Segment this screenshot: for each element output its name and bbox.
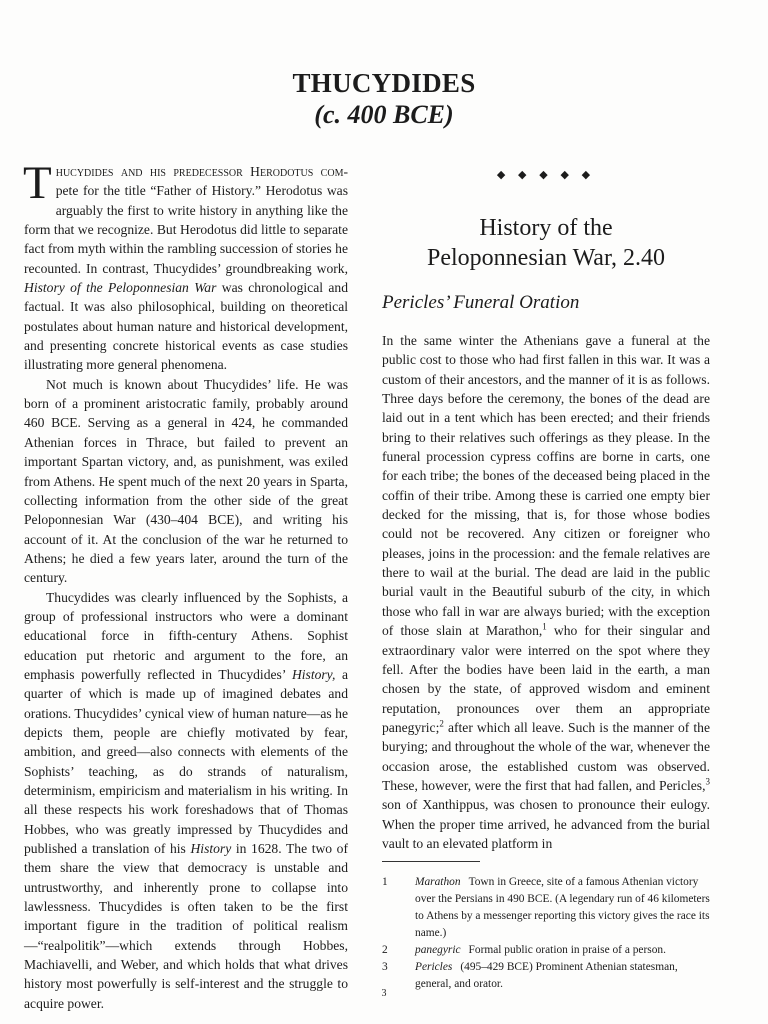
excerpt-title	[382, 213, 710, 273]
intro-paragraph-3	[24, 588, 348, 1014]
footnote-ref-1: 1	[542, 621, 547, 632]
drop-cap: T	[23, 157, 52, 209]
work-title-italic: History,	[291, 666, 336, 682]
oration-text	[382, 331, 710, 853]
oration-text-part: who for their singular and extraordinary valor were interred on the spot where they fell. After the bodies have been laid in the earth, a man chosen by the state, of approved wisdom and eminent reputation, pronounces over them an appropriate panegyric;	[382, 623, 710, 735]
intro-column	[23, 157, 349, 1013]
intro-paragraph-1	[23, 157, 349, 375]
footnote-ref-2: 2	[439, 718, 444, 729]
footnote-number: 3	[382, 961, 388, 974]
oration-text-part: after which all leave. Such is the manner of the burying; and throughout the whole of the war, whenever the occasion arose, the established custom was observed. These, however, were the first that had fallen, and Pericles,	[382, 719, 710, 793]
footnote-2	[382, 942, 710, 959]
excerpt-title-line-1: History of the	[479, 215, 613, 241]
footnote-text: Town in Greece, site of a famous Athenian victory over the Persians in 490 BCE. (A legendary run of 46 kilometers to Athens by a messenger reporting this victory gives the race its name.)	[415, 876, 710, 940]
excerpt-subtitle: Pericles’ Funeral Oration	[382, 292, 580, 313]
footnote-number: 1	[382, 876, 388, 889]
footnote-text: Formal public oration in praise of a person.	[468, 944, 666, 957]
work-title-italic: History of the Peloponnesian War	[24, 280, 217, 296]
footnote-term: Pericles	[415, 961, 453, 974]
intro-text: was chronological and factual. It was also philosophical, building on theoretical postulates about human nature and historical development, and presenting concrete historical events as case studies illustrating more general phenomena.	[24, 280, 349, 373]
footnote-1	[382, 874, 710, 942]
excerpt-column	[382, 162, 710, 993]
footnote-term: Marathon	[415, 876, 461, 889]
intro-text: in 1628. The two of them share the view that democracy is unstable and untrustworthy, and inherently prone to collapse into lawlessness. Thucydides is often taken to be the first important figure in the tradition of political realism—“realpolitik”—which extends through Hobbes, Machiavelli, and Weber, and which holds that what drives history most powerfully is self-interest and the struggle to acquire power.	[24, 841, 349, 1011]
oration-text-part: In the same winter the Athenians gave a funeral at the public cost to those who had first fallen in this war. It was a custom of their ancestors, and the manner of it is as follows. Three days before the ceremony, the bones of the dead are laid out in a tent which has been erected; and their friends bring to their relatives such offerings as they please. In the funeral procession cypress coffins are borne in carts, one for each tribe; the bones of the deceased being placed in the coffin of their tribe. Among these is carried one empty bier decked for the missing, that is, for those whose bodies could not be recovered. Any citizen or foreigner who pleases, joins in the procession: and the female relatives are there to wail at the burial. The dead are laid in the public burial vault in the Beautiful suburb of the city, in which those who fall in war are always buried; with the exception of those slain at Marathon,	[382, 333, 710, 639]
footnotes	[382, 874, 710, 993]
intro-text: pete for the title “Father of History.” Herodotus was arguably the first to write history in anything like the form that we recognize. But Herodotus did little to separate fact from myth within the rambling succession of stories he recounted. In contrast, Thucydides’ groundbreaking work,	[24, 183, 348, 276]
intro-lead-smallcaps: hucydides and his predecessor Herodotus com-	[55, 164, 348, 179]
intro-text: Thucydides was clearly influenced by the Sophists, a group of professional instructors who were a dominant educational force in fifth-century Athens. Sophist education put rhetoric and argument to the fore, an emphasis powerfully reflected in Thucydides’	[24, 589, 348, 682]
intro-text: a quarter of which is made up of imagined debates and orations. Thucydides’ cynical view of human nature—as he depicts them, people are chiefly motivated by fear, ambition, and greed—also connects with elements of the Sophists’ teaching, as do strands of naturalism, determinism, empiricism and materialism in his writing. In all these respects his work foreshadows that of Thomas Hobbes, who was greatly impressed by Thucydides and published a translation of his	[24, 666, 348, 857]
footnote-divider	[382, 861, 480, 862]
footnote-term: panegyric	[415, 944, 461, 957]
author-dates: (c. 400 BCE)	[314, 100, 454, 129]
oration-paragraph	[382, 331, 710, 853]
footnote-ref-3: 3	[705, 776, 710, 787]
intro-paragraph-2: Not much is known about Thucydides’ life. He was born of a prominent aristocratic family, probably around 460 BCE. Serving as a general in 424, he commanded Athenian forces in Thrace, but failed to prevent an important Spartan victory, and, as punishment, was exiled from Athens. He spent much of the next 20 years in Sparta, collecting information from the other side of the great Peloponnesian War (430–404 BCE), and writing his account of it. At the conclusion of the war he returned to Athens; he died a few years later, around the turn of the century.	[24, 376, 348, 586]
page-number: 3	[381, 988, 387, 999]
footnote-number: 2	[382, 944, 388, 957]
excerpt-title-line-2: Peloponnesian War, 2.40	[427, 245, 665, 271]
oration-text-part: son of Xanthippus, was chosen to pronounce their eulogy. When the proper time arrived, he advanced from the burial vault to an elevated platform in	[382, 797, 710, 851]
page-header	[0, 68, 768, 130]
author-title: THUCYDIDES	[292, 68, 476, 98]
diamond-ornament-icon: ◆ ◆ ◆ ◆ ◆	[496, 169, 596, 181]
work-title-italic: History	[190, 841, 232, 857]
footnote-text: (495–429 BCE) Prominent Athenian statesman, general, and orator.	[415, 961, 678, 991]
